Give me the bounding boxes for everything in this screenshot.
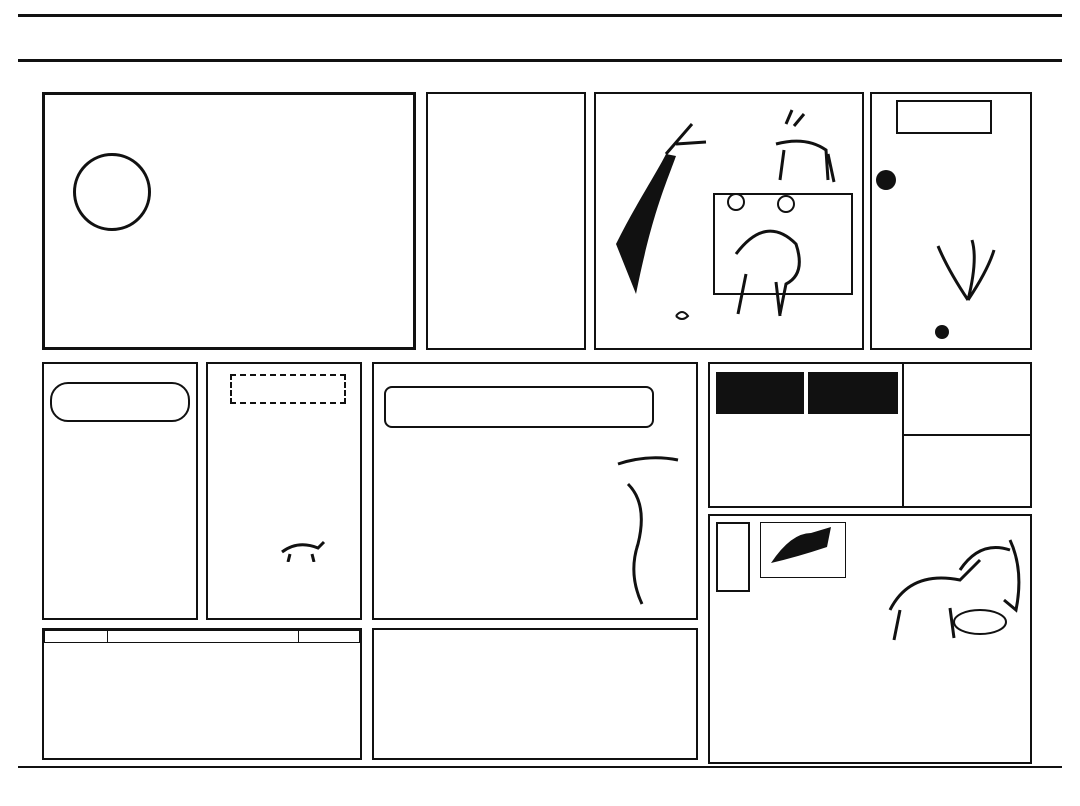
history-table	[44, 630, 360, 643]
deer-dog-illustration	[596, 94, 862, 348]
lingma2-text-columns	[414, 440, 594, 616]
animal-sketch	[278, 538, 328, 562]
thumb-sketch	[761, 523, 845, 577]
mark-six-strip-left	[16, 90, 38, 760]
illustration-box	[594, 92, 864, 350]
history-box	[42, 628, 362, 760]
footer-bar	[18, 766, 1062, 794]
lingma2-title-scroll	[384, 386, 654, 428]
mark-six-strip-top	[24, 68, 1056, 86]
tema-box	[42, 362, 198, 620]
lingma2-ink-sketch	[608, 444, 688, 614]
mark-six-strip-right	[1036, 90, 1058, 760]
seal-stamp	[73, 153, 151, 231]
result-hline	[902, 434, 1030, 436]
explain-box	[708, 514, 1032, 764]
poem-box	[206, 362, 362, 620]
lingma-box	[426, 92, 586, 350]
explain-tag-box	[716, 522, 750, 592]
col-result	[108, 631, 299, 643]
header-bar	[18, 14, 1062, 62]
masthead-box	[42, 92, 416, 350]
plant-sketch	[872, 94, 1030, 348]
zong-label-box	[716, 372, 804, 414]
poem-banner	[230, 374, 346, 404]
lingma2-box	[372, 362, 698, 620]
col-issue	[45, 631, 108, 643]
explain-illustration	[860, 530, 1030, 650]
explain-thumb	[760, 522, 846, 578]
col-wave	[299, 631, 360, 643]
te-label-box	[808, 372, 898, 414]
xunma-box	[870, 92, 1032, 350]
tema-title-scroll	[50, 382, 190, 422]
result-box	[708, 362, 1032, 508]
capsules-box	[372, 628, 698, 760]
